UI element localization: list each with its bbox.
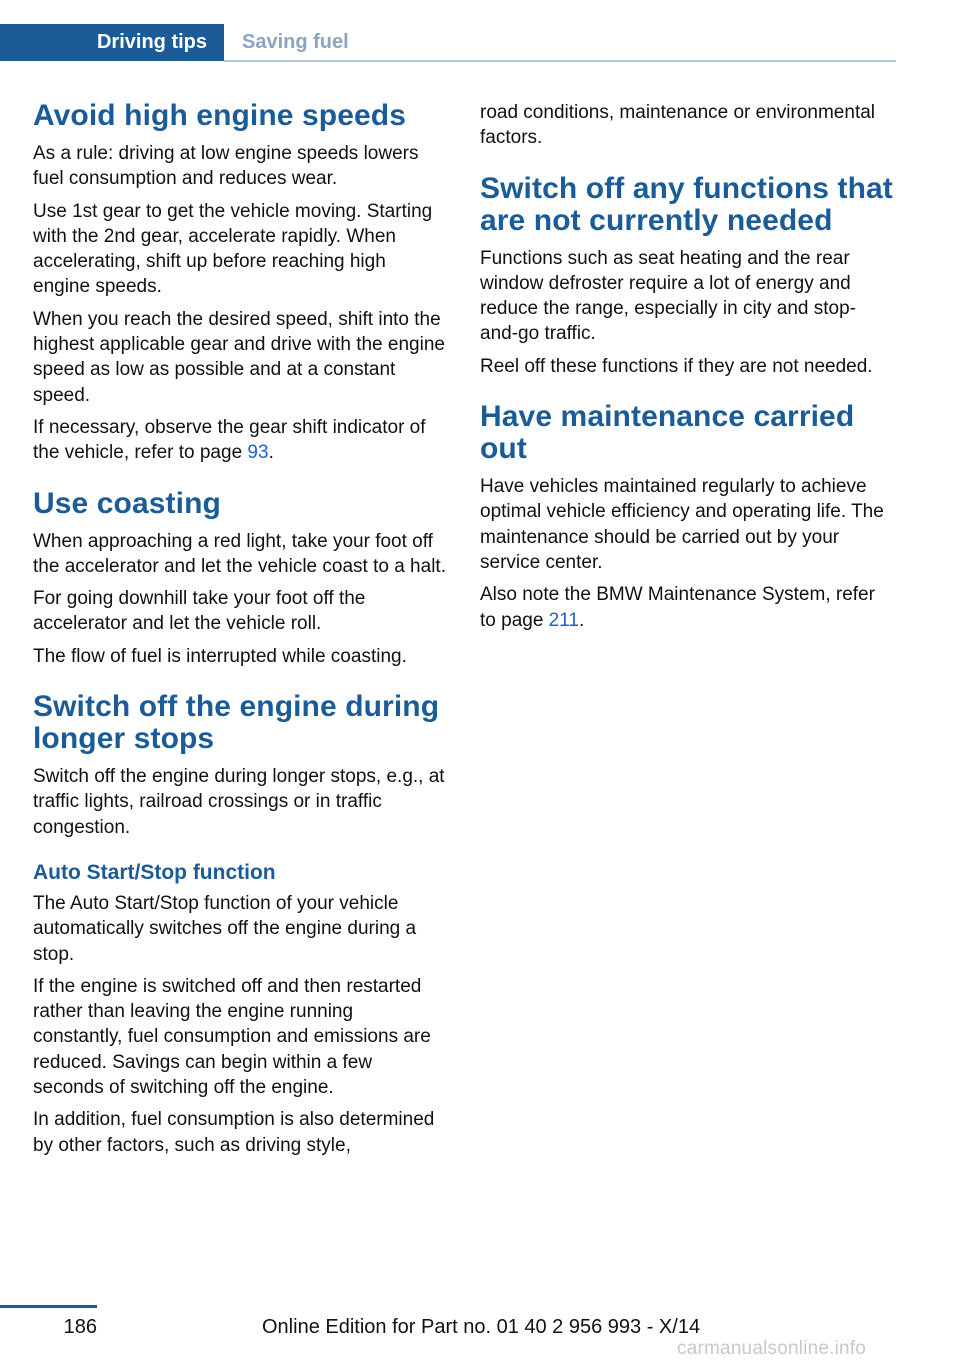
paragraph: Have vehicles maintained regularly to achieve optimal vehicle efficiency and operating life. The maintenance should be carried out by your service center. [480,476,884,573]
paragraph: If necessary, observe the gear shift indicator of the vehicle, refer to page 93. [33,416,426,464]
page-header [0,24,960,62]
page-link-93[interactable]: 93 [247,442,269,464]
section-use-coasting [33,488,447,669]
paragraph: The flow of fuel is interrupted while coasting. [33,645,407,667]
subsection-heading: Auto Start/Stop function [33,860,276,884]
section-heading: Have maintenance carried out [480,400,855,466]
edition-note: Online Edition for Part no. 01 40 2 956 993 - X/14 [262,1316,701,1338]
paragraph: road conditions, maintenance or environmental factors. [480,102,876,149]
paragraph: Switch off the engine during longer stops, e.g., at traffic lights, railroad crossings or in traffic congestion. [33,766,445,838]
paragraph: When you reach the desired speed, shift into the highest applicable gear and drive with the engine speed as low as possible and at a constant speed. [33,308,445,406]
section-maintenance [480,401,894,633]
paragraph: Functions such as seat heating and the rear window defroster require a lot of energy and reduce the range, especially in city and stop-and-go traffic. [480,247,856,345]
paragraph: If the engine is switched off and then restarted rather than leaving the engine running constantly, fuel consumption and emissions are reduced. Savings can begin within a few seconds of switching off the engine. [33,975,431,1099]
chapter-tab[interactable]: Driving tips [0,24,224,61]
continued-text [480,100,894,151]
section-switch-off-engine [33,691,447,1158]
section-heading: Avoid high engine speeds [33,99,407,132]
section-heading: Switch off any functions that are not currently needed [480,171,893,237]
paragraph: As a rule: driving at low engine speeds lowers fuel consumption and reduces wear. [33,143,419,190]
paragraph: For going downhill take your foot off the accelerator and let the vehicle roll. [33,588,366,635]
paragraph: Also note the BMW Maintenance System, refer to page 211. [480,584,875,631]
right-column [480,100,894,655]
section-avoid-high-engine-speeds [33,100,447,466]
paragraph: Use 1st gear to get the vehicle moving. Starting with the 2nd gear, accelerate rapidly. When accelerating, shift up before reaching high engine speeds. [33,200,433,298]
header-divider [224,60,896,62]
paragraph: Reel off these functions if they are not needed. [480,355,873,377]
section-heading: Use coasting [33,486,221,520]
section-tab[interactable]: Saving fuel [242,31,349,53]
left-column [33,100,447,1180]
paragraph: When approaching a red light, take your foot off the accelerator and let the vehicle coast to a halt. [33,530,446,577]
paragraph: The Auto Start/Stop function of your vehicle automatically switches off the engine during a stop. [33,892,417,965]
section-switch-off-functions [480,173,894,379]
watermark: carmanualsonline.info [677,1338,867,1359]
footer-divider [0,1305,97,1308]
page-number: 186 [63,1316,97,1338]
section-heading: Switch off the engine during longer stops [33,690,440,756]
page-link-211[interactable]: 211 [548,609,579,631]
paragraph: In addition, fuel consumption is also determined by other factors, such as driving style, [33,1109,435,1156]
